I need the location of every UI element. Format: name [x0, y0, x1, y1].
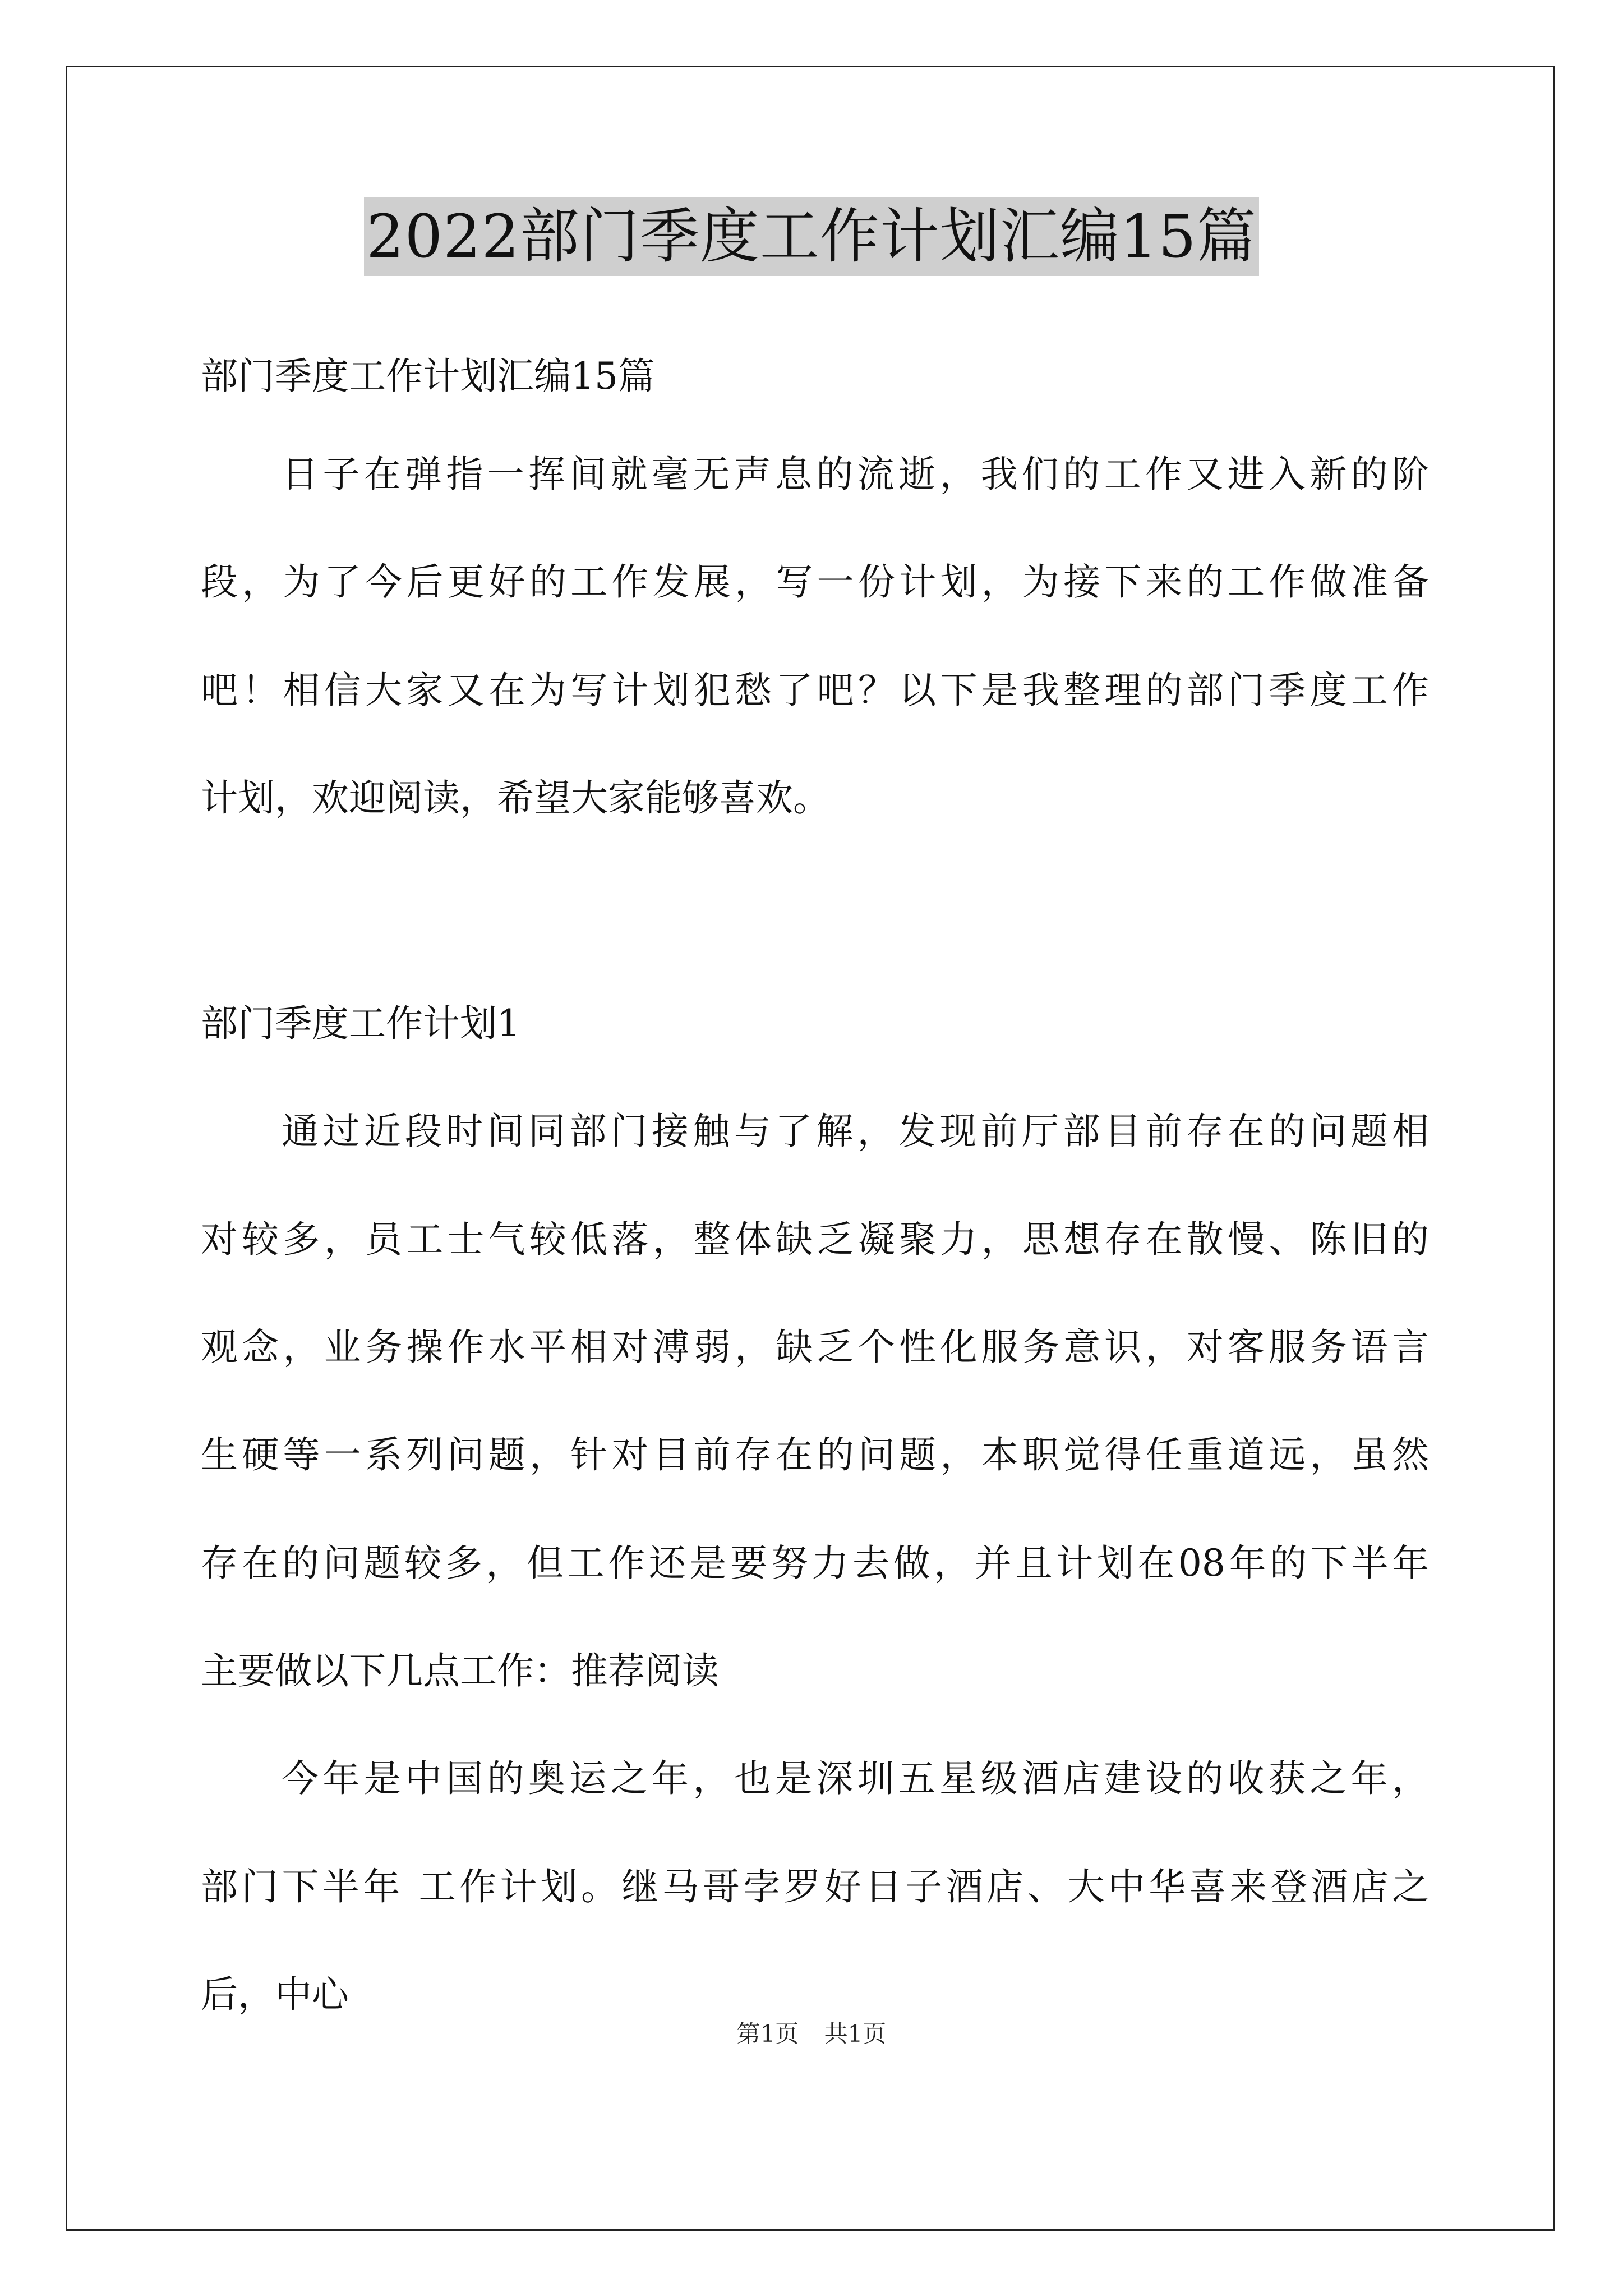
- paragraph-line: 通过近段时间同部门接触与了解，发现前厅部目前存在的问题相: [282, 1110, 1429, 1153]
- paragraph-line: 主要做以下几点工作：推荐阅读: [201, 1649, 719, 1692]
- intro-line: 段，为了今后更好的工作发展，写一份计划，为接下来的工作做准备: [201, 560, 1429, 604]
- document-subtitle: 部门季度工作计划汇编15篇: [201, 355, 655, 398]
- intro-line: 吧！相信大家又在为写计划犯愁了吧？以下是我整理的部门季度工作: [201, 669, 1429, 712]
- paragraph-line: 今年是中国的奥运之年，也是深圳五星级酒店建设的收获之年，: [282, 1757, 1429, 1800]
- paragraph-line: 观念，业务操作水平相对溥弱，缺乏个性化服务意识，对客服务语言: [201, 1326, 1429, 1369]
- title-block: [0, 197, 1623, 276]
- paragraph-line: 存在的问题较多，但工作还是要努力去做，并且计划在08年的下半年: [201, 1542, 1429, 1585]
- paragraph-line: 后，中心: [201, 1973, 349, 2016]
- paragraph-line: 生硬等一系列问题，针对目前存在的问题，本职觉得任重道远，虽然: [201, 1433, 1429, 1476]
- paragraph-line: 部门下半年 工作计划。继马哥孛罗好日子酒店、大中华喜来登酒店之: [201, 1865, 1429, 1908]
- page-total: 共1页: [824, 2020, 887, 2047]
- page-footer: [0, 2017, 1623, 2051]
- intro-line: 计划，欢迎阅读，希望大家能够喜欢。: [201, 776, 830, 820]
- section-heading: 部门季度工作计划1: [201, 1002, 520, 1045]
- intro-line: 日子在弹指一挥间就毫无声息的流逝，我们的工作又进入新的阶: [282, 453, 1429, 496]
- paragraph-line: 对较多，员工士气较低落，整体缺乏凝聚力，思想存在散慢、陈旧的: [201, 1218, 1429, 1261]
- document-title: 2022部门季度工作计划汇编15篇: [364, 197, 1259, 276]
- page-number: 第1页: [736, 2020, 799, 2047]
